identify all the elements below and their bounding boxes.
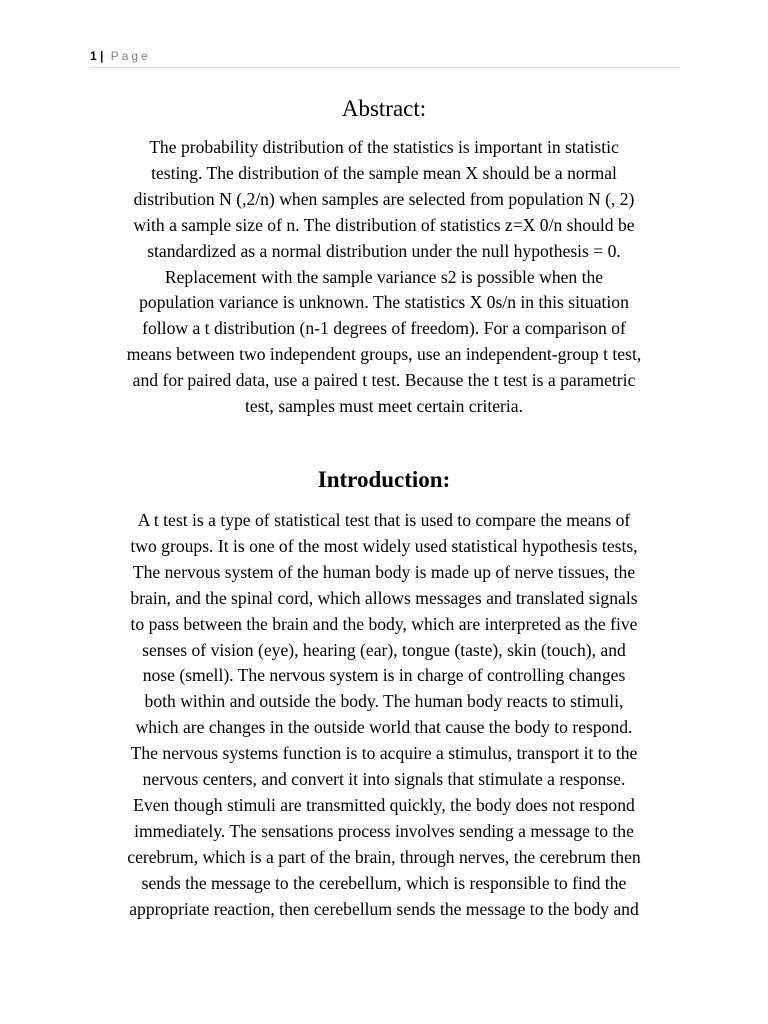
introduction-line: which are changes in the outside world that cause the body to respond. [135, 717, 633, 738]
abstract-line: population variance is unknown. The statistics X 0s/n in this situation [139, 292, 629, 313]
introduction-line: The nervous systems function is to acquire a stimulus, transport it to the [130, 743, 638, 764]
introduction-line: cerebrum, which is a part of the brain, through nerves, the cerebrum then [127, 846, 641, 867]
abstract-heading: Abstract: [341, 96, 427, 121]
abstract-line: means between two independent groups, use an independent-group t test, [126, 344, 642, 365]
introduction-line: The nervous system of the human body is made up of nerve tissues, the [132, 561, 636, 582]
abstract-line: and for paired data, use a paired t test. Because the t test is a parametric [132, 370, 636, 391]
introduction-line: Even though stimuli are transmitted quickly, the body does not respond [133, 794, 635, 815]
page-word: Page [110, 49, 151, 63]
introduction-line: nervous centers, and convert it into signals that stimulate a response. [142, 769, 626, 790]
abstract-line: standardized as a normal distribution under the null hypothesis = 0. [147, 240, 621, 261]
introduction-paragraph [84, 508, 684, 923]
introduction-line: both within and outside the body. The human body reacts to stimuli, [144, 691, 624, 712]
abstract-line: with a sample size of n. The distribution of statistics z=X 0/n should be [133, 214, 635, 235]
introduction-line: brain, and the spinal cord, which allows messages and translated signals [130, 587, 638, 608]
page-separator: | [100, 49, 104, 63]
abstract-line: test, samples must meet certain criteria. [245, 396, 523, 417]
abstract-line: testing. The distribution of the sample mean X should be a normal [151, 162, 617, 183]
introduction-line: sends the message to the cerebellum, which is responsible to find the [141, 872, 627, 893]
introduction-line: nose (smell). The nervous system is in charge of controlling changes [142, 665, 626, 686]
introduction-line: A t test is a type of statistical test that is used to compare the means of [137, 510, 631, 530]
introduction-line: two groups. It is one of the most widely used statistical hypothesis tests, [130, 535, 638, 556]
abstract-line: distribution N (,2/n) when samples are selected from population N (, 2) [133, 188, 635, 209]
introduction-line: appropriate reaction, then cerebellum sends the message to the body and [129, 898, 639, 919]
introduction-line: senses of vision (eye), hearing (ear), tongue (taste), skin (touch), and [142, 639, 626, 660]
abstract-line: The probability distribution of the statistics is important in statistic [149, 137, 619, 157]
introduction-line: to pass between the brain and the body, which are interpreted as the five [130, 613, 638, 634]
page-number: 1 [90, 49, 97, 63]
abstract-line: follow a t distribution (n-1 degrees of freedom). For a comparison of [142, 318, 626, 339]
page-header [90, 47, 680, 68]
introduction-heading: Introduction: [317, 467, 451, 492]
abstract-paragraph [84, 135, 684, 420]
introduction-line: immediately. The sensations process involves sending a message to the [134, 820, 634, 841]
abstract-line: Replacement with the sample variance s2 is possible when the [164, 266, 604, 287]
